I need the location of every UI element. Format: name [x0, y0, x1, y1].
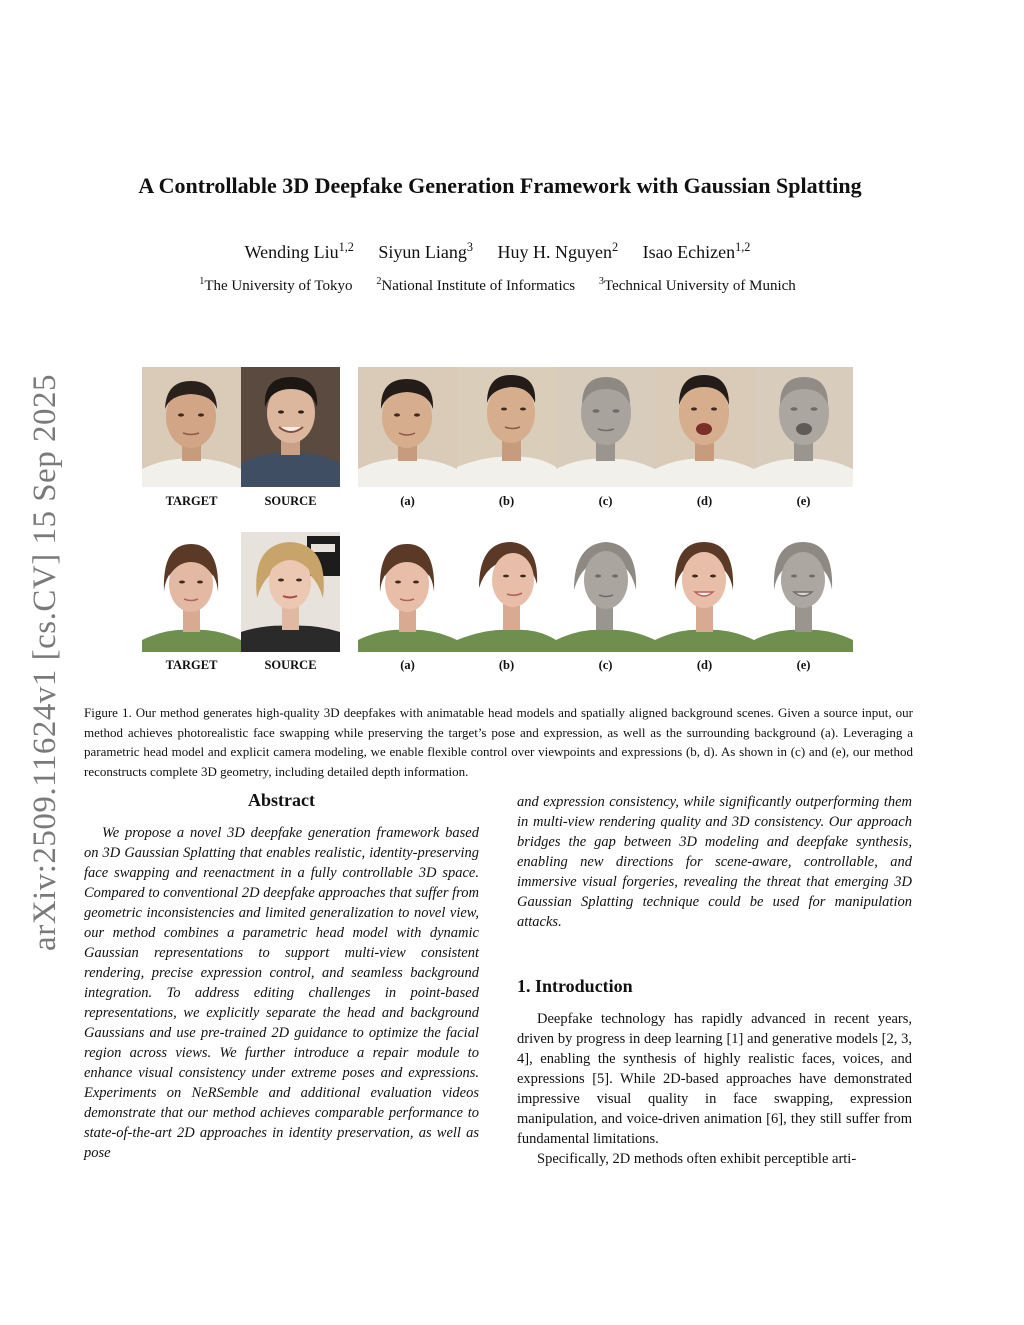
result-b-photo: [457, 532, 556, 652]
target-photo: [142, 532, 241, 652]
result-d-photo: [655, 532, 754, 652]
left-column: [84, 790, 479, 1163]
result-d-photo: [655, 367, 754, 487]
introduction-paragraph: Specifically, 2D methods often exhibit perceptible arti-: [537, 1151, 857, 1167]
abstract-text: We propose a novel 3D deepfake generation framework based on 3D Gaussian Splatting that enables realistic, identity-preserving face swapping and reenactment in a fully controllable 3D space. Compared to conventional 2D deepfake approaches that suffer from geometric inconsistencies and limited generalization to novel view, our method combines a parametric head model with dynamic Gaussian representations to support multi-view consistent rendering, precise expression control, and seamless background integration. To address editing challenges in point-based representations, we explicitly separate the head and background Gaussians and use pre-trained 2D guidance to optimize the facial region across views. We further introduce a repair module to enhance visual consistency under extreme poses and expressions. Experiments on NeRSemble and additional evaluation videos demonstrate that our method achieves comparable performance to state-of-the-art 2D approaches in identity preservation, as well as pose: [84, 825, 479, 1161]
target-photo: [142, 367, 241, 487]
figure-caption: Figure 1. Our method generates high-quality 3D deepfakes with animatable head models and spatially aligned background scenes. Given a source input, our method achieves photorealistic face swapping while preserving the target’s pose and expression, as well as the surrounding background (a). Leveraging a parametric head model and explicit camera modeling, we enable flexible control over viewpoints and expressions (b, d). As shown in (c) and (e), our method reconstructs complete 3D geometry, including detailed depth information.: [84, 705, 913, 779]
label-b: (b): [498, 494, 515, 508]
figure-labels-row-2: [142, 658, 852, 674]
label-a: (a): [400, 494, 415, 508]
author: Isao Echizen$^{1,2}$: [642, 240, 751, 262]
label-c: (c): [598, 494, 613, 508]
figure-labels-row-1: [142, 494, 852, 510]
label-c: (c): [598, 658, 613, 672]
affiliation: $^3$Technical University of Munich: [598, 276, 796, 294]
label-source: SOURCE: [264, 494, 317, 508]
figure-row-2: [142, 532, 852, 652]
abstract-heading: Abstract: [248, 790, 315, 810]
right-column: [517, 792, 912, 1169]
affiliation: $^1$The University of Tokyo: [199, 276, 353, 294]
arxiv-stamp: [22, 370, 68, 955]
author-list: [0, 240, 995, 263]
introduction-paragraph: Deepfake technology has rapidly advanced in recent years, driven by progress in deep learning [1] and generative models [2, 3, 4], enabling the synthesis of highly realistic faces, voices, and expressions [5]. While 2D-based approaches have demonstrated impressive visual quality in face swapping, expression manipulation, and voice-driven animation [6], they still suffer from fundamental limitations.: [517, 1011, 912, 1147]
result-e-geometry: [754, 367, 853, 487]
figure-row-1: [142, 367, 852, 487]
introduction-heading: 1. Introduction: [517, 976, 633, 996]
affiliation-list: [0, 276, 995, 295]
author: Wending Liu$^{1,2}$: [244, 240, 354, 262]
paper-title: A Controllable 3D Deepfake Generation Framework with Gaussian Splatting: [138, 173, 862, 198]
author: Huy H. Nguyen$^2$: [497, 240, 619, 262]
label-a: (a): [400, 658, 415, 672]
label-d: (d): [696, 494, 713, 508]
source-photo: [241, 532, 340, 652]
result-c-geometry: [556, 367, 655, 487]
result-e-geometry: [754, 532, 853, 652]
label-target: TARGET: [165, 494, 218, 508]
result-b-photo: [457, 367, 556, 487]
label-b: (b): [498, 658, 515, 672]
label-target: TARGET: [165, 658, 218, 672]
author: Siyun Liang$^3$: [378, 240, 474, 262]
result-a-photo: [358, 532, 457, 652]
affiliation: $^2$National Institute of Informatics: [376, 276, 576, 294]
arxiv-id: arXiv:2509.11624v1 [cs.CV] 15 Sep 2025: [26, 374, 63, 951]
label-d: (d): [696, 658, 713, 672]
label-source: SOURCE: [264, 658, 317, 672]
result-a-photo: [358, 367, 457, 487]
label-e: (e): [796, 494, 811, 508]
source-photo: [241, 367, 340, 487]
label-e: (e): [796, 658, 811, 672]
abstract-continuation: and expression consistency, while significantly outperforming them in multi-view rendering quality and 3D consistency. Our approach bridges the gap between 3D modeling and deepfake synthesis, enabling new directions for scene-aware, controllable, and immersive visual forgeries, revealing the threat that emerging 3D Gaussian Splatting technique could be used for manipulation attacks.: [517, 794, 912, 930]
result-c-geometry: [556, 532, 655, 652]
